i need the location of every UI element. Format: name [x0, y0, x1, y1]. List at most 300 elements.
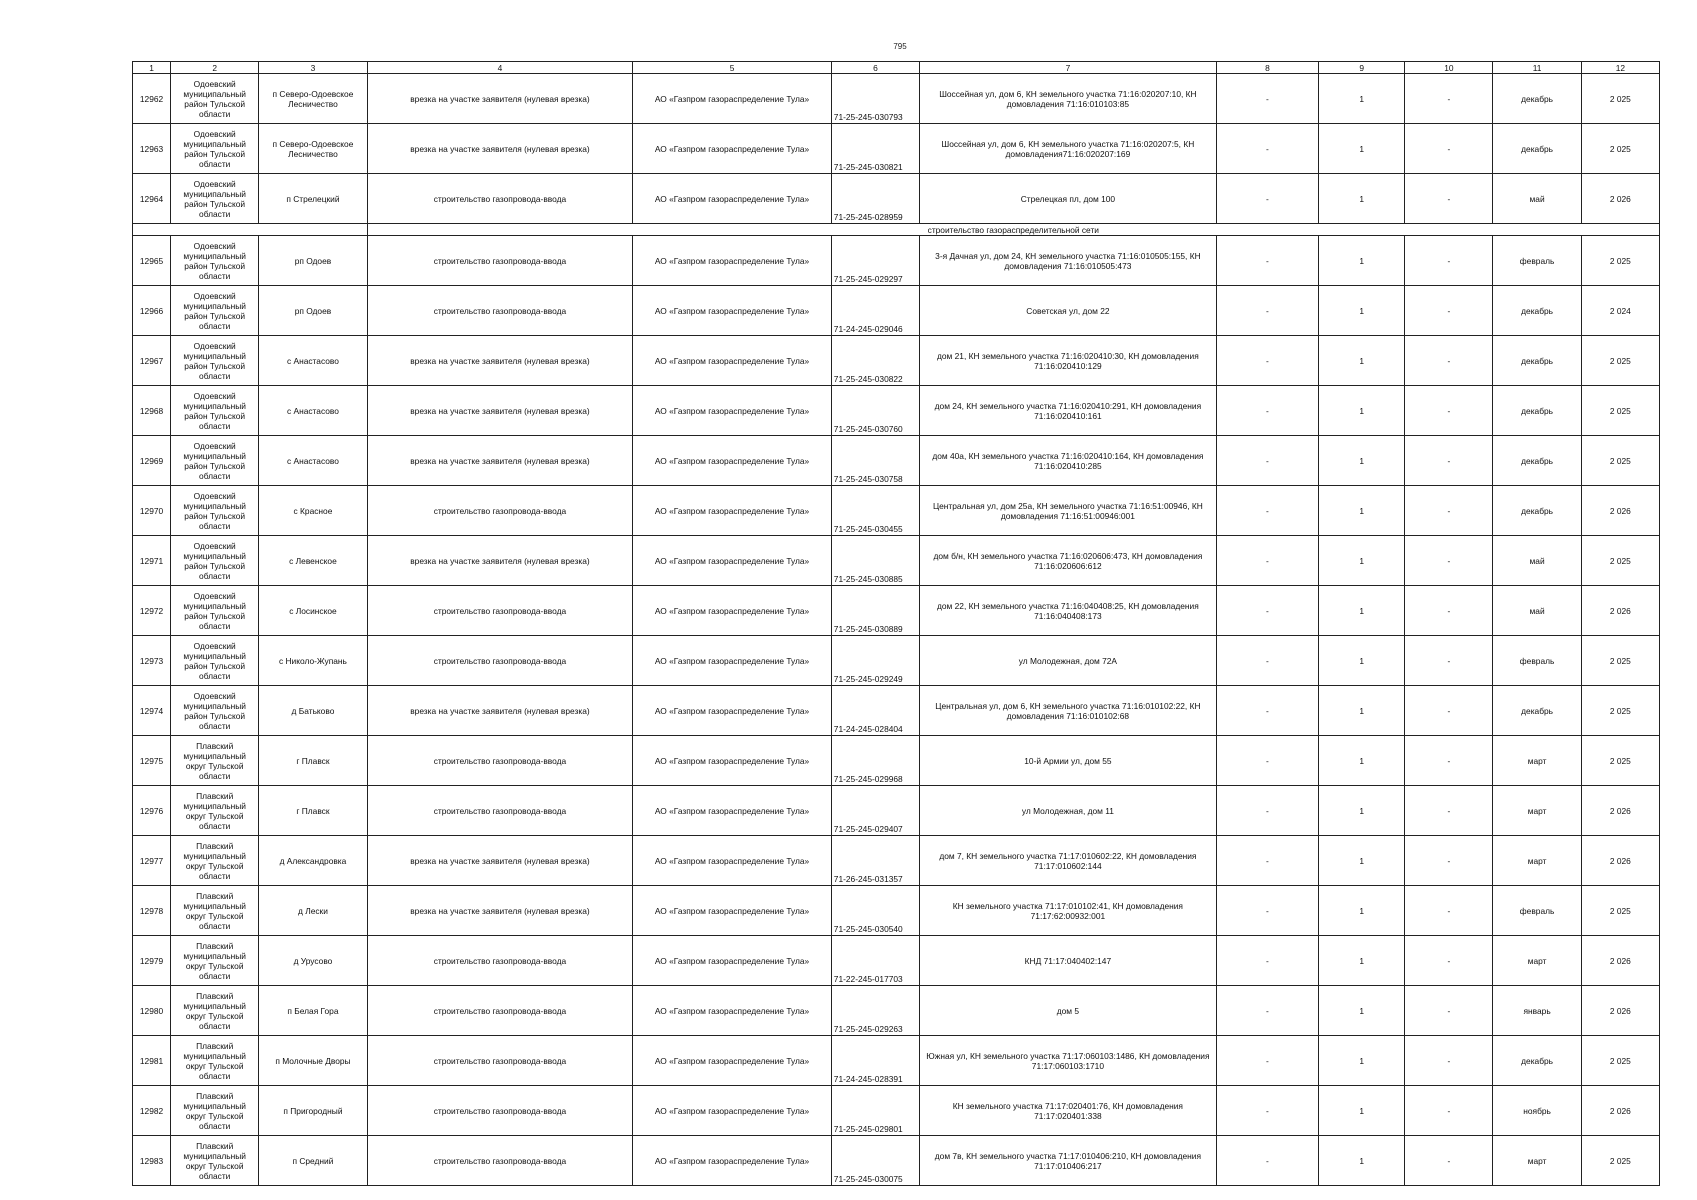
quantity-cell: 1 — [1319, 536, 1405, 586]
month-cell: декабрь — [1493, 74, 1581, 124]
col10-cell: - — [1405, 936, 1493, 986]
work-type-cell: строительство газопровода-ввода — [367, 286, 633, 336]
cadastral-number-cell: 71-25-245-030889 — [831, 586, 919, 636]
organization-cell: АО «Газпром газораспределение Тула» — [633, 386, 832, 436]
month-cell: декабрь — [1493, 124, 1581, 174]
organization-cell: АО «Газпром газораспределение Тула» — [633, 886, 832, 936]
work-type-cell: врезка на участке заявителя (нулевая врезка) — [367, 336, 633, 386]
col8-cell: - — [1216, 386, 1318, 436]
address-cell: дом 21, КН земельного участка 71:16:020410:30, КН домовладения 71:16:020410:129 — [920, 336, 1217, 386]
column-number-row — [133, 62, 1660, 74]
col10-cell: - — [1405, 986, 1493, 1036]
column-header: 5 — [633, 62, 832, 74]
row-number-cell: 12965 — [133, 236, 171, 286]
quantity-cell: 1 — [1319, 836, 1405, 886]
month-cell: ноябрь — [1493, 1086, 1581, 1136]
row-number-cell: 12967 — [133, 336, 171, 386]
cadastral-number-cell: 71-25-245-029297 — [831, 236, 919, 286]
table-row — [133, 386, 1660, 436]
table-row — [133, 286, 1660, 336]
col10-cell: - — [1405, 586, 1493, 636]
year-cell: 2 026 — [1581, 786, 1659, 836]
quantity-cell: 1 — [1319, 174, 1405, 224]
row-number-cell: 12980 — [133, 986, 171, 1036]
quantity-cell: 1 — [1319, 586, 1405, 636]
district-cell: Одоевский муниципальный район Тульской области — [171, 586, 259, 636]
cadastral-number-cell: 71-25-245-029801 — [831, 1086, 919, 1136]
organization-cell: АО «Газпром газораспределение Тула» — [633, 936, 832, 986]
address-cell: КН земельного участка 71:17:010102:41, КН домовладения 71:17:62:00932:001 — [920, 886, 1217, 936]
table-row — [133, 886, 1660, 936]
quantity-cell: 1 — [1319, 686, 1405, 736]
locality-cell: п Северо-Одоевское Лесничество — [259, 124, 367, 174]
row-number-cell: 12977 — [133, 836, 171, 886]
locality-cell: с Анастасово — [259, 436, 367, 486]
col10-cell: - — [1405, 386, 1493, 436]
col8-cell: - — [1216, 74, 1318, 124]
quantity-cell: 1 — [1319, 236, 1405, 286]
quantity-cell: 1 — [1319, 786, 1405, 836]
locality-cell: п Молочные Дворы — [259, 1036, 367, 1086]
district-cell: Плавский муниципальный округ Тульской области — [171, 936, 259, 986]
address-cell: Стрелецкая пл, дом 100 — [920, 174, 1217, 224]
organization-cell: АО «Газпром газораспределение Тула» — [633, 986, 832, 1036]
quantity-cell: 1 — [1319, 1086, 1405, 1136]
year-cell: 2 025 — [1581, 636, 1659, 686]
work-type-cell: строительство газопровода-ввода — [367, 986, 633, 1036]
address-cell: КНД 71:17:040402:147 — [920, 936, 1217, 986]
address-cell: Центральная ул, дом 25а, КН земельного участка 71:16:51:00946, КН домовладения 71:16:51:00946:001 — [920, 486, 1217, 536]
work-type-cell: строительство газопровода-ввода — [367, 1036, 633, 1086]
section-title: строительство газораспределительной сети — [367, 224, 1659, 236]
col10-cell: - — [1405, 436, 1493, 486]
address-cell: дом 7, КН земельного участка 71:17:010602:22, КН домовладения 71:17:010602:144 — [920, 836, 1217, 886]
address-cell: дом 40а, КН земельного участка 71:16:020410:164, КН домовладения 71:16:020410:285 — [920, 436, 1217, 486]
district-cell: Плавский муниципальный округ Тульской области — [171, 736, 259, 786]
section-spacer — [133, 224, 368, 236]
column-header: 11 — [1493, 62, 1581, 74]
col8-cell: - — [1216, 486, 1318, 536]
col10-cell: - — [1405, 636, 1493, 686]
organization-cell: АО «Газпром газораспределение Тула» — [633, 636, 832, 686]
work-type-cell: строительство газопровода-ввода — [367, 736, 633, 786]
cadastral-number-cell: 71-25-245-030821 — [831, 124, 919, 174]
work-type-cell: врезка на участке заявителя (нулевая врезка) — [367, 536, 633, 586]
organization-cell: АО «Газпром газораспределение Тула» — [633, 336, 832, 386]
column-header: 7 — [920, 62, 1217, 74]
row-number-cell: 12971 — [133, 536, 171, 586]
year-cell: 2 025 — [1581, 436, 1659, 486]
quantity-cell: 1 — [1319, 1036, 1405, 1086]
column-header: 6 — [831, 62, 919, 74]
row-number-cell: 12975 — [133, 736, 171, 786]
month-cell: май — [1493, 174, 1581, 224]
district-cell: Одоевский муниципальный район Тульской области — [171, 636, 259, 686]
address-cell: ул Молодежная, дом 72А — [920, 636, 1217, 686]
district-cell: Одоевский муниципальный район Тульской области — [171, 286, 259, 336]
month-cell: март — [1493, 836, 1581, 886]
col10-cell: - — [1405, 236, 1493, 286]
col10-cell: - — [1405, 336, 1493, 386]
table-body — [133, 62, 1660, 1186]
col10-cell: - — [1405, 486, 1493, 536]
month-cell: февраль — [1493, 636, 1581, 686]
cadastral-number-cell: 71-25-245-030822 — [831, 336, 919, 386]
district-cell: Одоевский муниципальный район Тульской области — [171, 386, 259, 436]
row-number-cell: 12963 — [133, 124, 171, 174]
address-cell: Шоссейная ул, дом 6, КН земельного участка 71:16:020207:10, КН домовладения 71:16:010103:85 — [920, 74, 1217, 124]
district-cell: Одоевский муниципальный район Тульской области — [171, 486, 259, 536]
cadastral-number-cell: 71-25-245-030075 — [831, 1136, 919, 1186]
col8-cell: - — [1216, 936, 1318, 986]
organization-cell: АО «Газпром газораспределение Тула» — [633, 236, 832, 286]
quantity-cell: 1 — [1319, 1136, 1405, 1186]
year-cell: 2 026 — [1581, 174, 1659, 224]
year-cell: 2 025 — [1581, 336, 1659, 386]
organization-cell: АО «Газпром газораспределение Тула» — [633, 286, 832, 336]
district-cell: Плавский муниципальный округ Тульской области — [171, 986, 259, 1036]
row-number-cell: 12974 — [133, 686, 171, 736]
quantity-cell: 1 — [1319, 386, 1405, 436]
table-row — [133, 586, 1660, 636]
column-header: 4 — [367, 62, 633, 74]
cadastral-number-cell: 71-25-245-028959 — [831, 174, 919, 224]
col10-cell: - — [1405, 124, 1493, 174]
organization-cell: АО «Газпром газораспределение Тула» — [633, 436, 832, 486]
table-row — [133, 736, 1660, 786]
cadastral-number-cell: 71-25-245-030540 — [831, 886, 919, 936]
district-cell: Плавский муниципальный округ Тульской области — [171, 886, 259, 936]
col10-cell: - — [1405, 786, 1493, 836]
gasification-table — [132, 61, 1660, 1186]
district-cell: Одоевский муниципальный район Тульской области — [171, 536, 259, 586]
col8-cell: - — [1216, 886, 1318, 936]
year-cell: 2 026 — [1581, 986, 1659, 1036]
work-type-cell: врезка на участке заявителя (нулевая врезка) — [367, 74, 633, 124]
organization-cell: АО «Газпром газораспределение Тула» — [633, 736, 832, 786]
cadastral-number-cell: 71-25-245-029263 — [831, 986, 919, 1036]
cadastral-number-cell: 71-24-245-028404 — [831, 686, 919, 736]
row-number-cell: 12970 — [133, 486, 171, 536]
quantity-cell: 1 — [1319, 736, 1405, 786]
cadastral-number-cell: 71-25-245-030760 — [831, 386, 919, 436]
month-cell: декабрь — [1493, 436, 1581, 486]
locality-cell: с Николо-Жупань — [259, 636, 367, 686]
district-cell: Одоевский муниципальный район Тульской области — [171, 124, 259, 174]
work-type-cell: врезка на участке заявителя (нулевая врезка) — [367, 436, 633, 486]
address-cell: Южная ул, КН земельного участка 71:17:060103:1486, КН домовладения 71:17:060103:1710 — [920, 1036, 1217, 1086]
year-cell: 2 026 — [1581, 1086, 1659, 1136]
table-row — [133, 236, 1660, 286]
organization-cell: АО «Газпром газораспределение Тула» — [633, 1036, 832, 1086]
col8-cell: - — [1216, 836, 1318, 886]
work-type-cell: врезка на участке заявителя (нулевая врезка) — [367, 686, 633, 736]
year-cell: 2 024 — [1581, 286, 1659, 336]
row-number-cell: 12983 — [133, 1136, 171, 1186]
work-type-cell: врезка на участке заявителя (нулевая врезка) — [367, 386, 633, 436]
organization-cell: АО «Газпром газораспределение Тула» — [633, 1086, 832, 1136]
table-row — [133, 436, 1660, 486]
organization-cell: АО «Газпром газораспределение Тула» — [633, 124, 832, 174]
month-cell: декабрь — [1493, 486, 1581, 536]
quantity-cell: 1 — [1319, 124, 1405, 174]
address-cell: Шоссейная ул, дом 6, КН земельного участка 71:16:020207:5, КН домовладения71:16:020207:169 — [920, 124, 1217, 174]
district-cell: Плавский муниципальный округ Тульской области — [171, 1136, 259, 1186]
cadastral-number-cell: 71-25-245-030758 — [831, 436, 919, 486]
table-row — [133, 336, 1660, 386]
table-row — [133, 174, 1660, 224]
cadastral-number-cell: 71-24-245-028391 — [831, 1036, 919, 1086]
month-cell: декабрь — [1493, 686, 1581, 736]
month-cell: декабрь — [1493, 1036, 1581, 1086]
district-cell: Плавский муниципальный округ Тульской области — [171, 836, 259, 886]
row-number-cell: 12979 — [133, 936, 171, 986]
cadastral-number-cell: 71-25-245-030455 — [831, 486, 919, 536]
column-header: 9 — [1319, 62, 1405, 74]
quantity-cell: 1 — [1319, 936, 1405, 986]
organization-cell: АО «Газпром газораспределение Тула» — [633, 686, 832, 736]
col10-cell: - — [1405, 74, 1493, 124]
organization-cell: АО «Газпром газораспределение Тула» — [633, 586, 832, 636]
district-cell: Одоевский муниципальный район Тульской области — [171, 74, 259, 124]
year-cell: 2 026 — [1581, 586, 1659, 636]
address-cell: Центральная ул, дом 6, КН земельного участка 71:16:010102:22, КН домовладения 71:16:010102:68 — [920, 686, 1217, 736]
year-cell: 2 025 — [1581, 236, 1659, 286]
year-cell: 2 025 — [1581, 536, 1659, 586]
address-cell: 3-я Дачная ул, дом 24, КН земельного участка 71:16:010505:155, КН домовладения 71:16:010505:473 — [920, 236, 1217, 286]
organization-cell: АО «Газпром газораспределение Тула» — [633, 536, 832, 586]
row-number-cell: 12978 — [133, 886, 171, 936]
locality-cell: п Пригородный — [259, 1086, 367, 1136]
section-row — [133, 224, 1660, 236]
organization-cell: АО «Газпром газораспределение Тула» — [633, 786, 832, 836]
work-type-cell: строительство газопровода-ввода — [367, 1136, 633, 1186]
column-header: 12 — [1581, 62, 1659, 74]
locality-cell: д Лески — [259, 886, 367, 936]
locality-cell: п Белая Гора — [259, 986, 367, 1036]
month-cell: декабрь — [1493, 386, 1581, 436]
col8-cell: - — [1216, 436, 1318, 486]
work-type-cell: строительство газопровода-ввода — [367, 636, 633, 686]
col8-cell: - — [1216, 686, 1318, 736]
year-cell: 2 025 — [1581, 1136, 1659, 1186]
work-type-cell: врезка на участке заявителя (нулевая врезка) — [367, 886, 633, 936]
quantity-cell: 1 — [1319, 886, 1405, 936]
locality-cell: г Плавск — [259, 736, 367, 786]
address-cell: дом 5 — [920, 986, 1217, 1036]
year-cell: 2 025 — [1581, 124, 1659, 174]
col10-cell: - — [1405, 1136, 1493, 1186]
month-cell: май — [1493, 536, 1581, 586]
cadastral-number-cell: 71-22-245-017703 — [831, 936, 919, 986]
row-number-cell: 12976 — [133, 786, 171, 836]
locality-cell: с Лосинское — [259, 586, 367, 636]
work-type-cell: строительство газопровода-ввода — [367, 936, 633, 986]
row-number-cell: 12968 — [133, 386, 171, 436]
month-cell: март — [1493, 1136, 1581, 1186]
organization-cell: АО «Газпром газораспределение Тула» — [633, 486, 832, 536]
row-number-cell: 12966 — [133, 286, 171, 336]
col8-cell: - — [1216, 786, 1318, 836]
column-header: 3 — [259, 62, 367, 74]
district-cell: Одоевский муниципальный район Тульской области — [171, 336, 259, 386]
organization-cell: АО «Газпром газораспределение Тула» — [633, 1136, 832, 1186]
work-type-cell: строительство газопровода-ввода — [367, 236, 633, 286]
locality-cell: п Стрелецкий — [259, 174, 367, 224]
locality-cell: п Северо-Одоевское Лесничество — [259, 74, 367, 124]
col8-cell: - — [1216, 586, 1318, 636]
quantity-cell: 1 — [1319, 486, 1405, 536]
quantity-cell: 1 — [1319, 286, 1405, 336]
address-cell: дом 7в, КН земельного участка 71:17:010406:210, КН домовладения 71:17:010406:217 — [920, 1136, 1217, 1186]
col10-cell: - — [1405, 536, 1493, 586]
col8-cell: - — [1216, 286, 1318, 336]
table-row — [133, 936, 1660, 986]
year-cell: 2 026 — [1581, 836, 1659, 886]
row-number-cell: 12981 — [133, 1036, 171, 1086]
address-cell: 10-й Армии ул, дом 55 — [920, 736, 1217, 786]
month-cell: май — [1493, 586, 1581, 636]
column-header: 1 — [133, 62, 171, 74]
organization-cell: АО «Газпром газораспределение Тула» — [633, 836, 832, 886]
district-cell: Одоевский муниципальный район Тульской области — [171, 436, 259, 486]
table-row — [133, 1036, 1660, 1086]
locality-cell: с Левенское — [259, 536, 367, 586]
district-cell: Одоевский муниципальный район Тульской области — [171, 686, 259, 736]
quantity-cell: 1 — [1319, 636, 1405, 686]
col8-cell: - — [1216, 1086, 1318, 1136]
col10-cell: - — [1405, 174, 1493, 224]
col8-cell: - — [1216, 174, 1318, 224]
work-type-cell: врезка на участке заявителя (нулевая врезка) — [367, 836, 633, 886]
row-number-cell: 12969 — [133, 436, 171, 486]
year-cell: 2 025 — [1581, 886, 1659, 936]
locality-cell: п Средний — [259, 1136, 367, 1186]
col10-cell: - — [1405, 886, 1493, 936]
col8-cell: - — [1216, 636, 1318, 686]
col8-cell: - — [1216, 336, 1318, 386]
address-cell: дом 24, КН земельного участка 71:16:020410:291, КН домовладения 71:16:020410:161 — [920, 386, 1217, 436]
address-cell: КН земельного участка 71:17:020401:76, КН домовладения 71:17:020401:338 — [920, 1086, 1217, 1136]
district-cell: Одоевский муниципальный район Тульской области — [171, 174, 259, 224]
col8-cell: - — [1216, 124, 1318, 174]
col10-cell: - — [1405, 686, 1493, 736]
quantity-cell: 1 — [1319, 436, 1405, 486]
address-cell: дом 22, КН земельного участка 71:16:040408:25, КН домовладения 71:16:040408:173 — [920, 586, 1217, 636]
month-cell: декабрь — [1493, 336, 1581, 386]
col8-cell: - — [1216, 736, 1318, 786]
cadastral-number-cell: 71-25-245-030885 — [831, 536, 919, 586]
col8-cell: - — [1216, 236, 1318, 286]
locality-cell: д Батьково — [259, 686, 367, 736]
col8-cell: - — [1216, 1036, 1318, 1086]
col10-cell: - — [1405, 1036, 1493, 1086]
district-cell: Одоевский муниципальный район Тульской области — [171, 236, 259, 286]
work-type-cell: строительство газопровода-ввода — [367, 786, 633, 836]
table-row — [133, 836, 1660, 886]
month-cell: февраль — [1493, 886, 1581, 936]
year-cell: 2 026 — [1581, 936, 1659, 986]
row-number-cell: 12962 — [133, 74, 171, 124]
cadastral-number-cell: 71-24-245-029046 — [831, 286, 919, 336]
locality-cell: г Плавск — [259, 786, 367, 836]
organization-cell: АО «Газпром газораспределение Тула» — [633, 74, 832, 124]
table-row — [133, 1086, 1660, 1136]
locality-cell: д Урусово — [259, 936, 367, 986]
table-row — [133, 1136, 1660, 1186]
table-row — [133, 74, 1660, 124]
work-type-cell: врезка на участке заявителя (нулевая врезка) — [367, 124, 633, 174]
row-number-cell: 12972 — [133, 586, 171, 636]
year-cell: 2 025 — [1581, 1036, 1659, 1086]
address-cell: ул Молодежная, дом 11 — [920, 786, 1217, 836]
district-cell: Плавский муниципальный округ Тульской области — [171, 786, 259, 836]
locality-cell: с Анастасово — [259, 336, 367, 386]
table-row — [133, 536, 1660, 586]
locality-cell: рп Одоев — [259, 286, 367, 336]
cadastral-number-cell: 71-26-245-031357 — [831, 836, 919, 886]
row-number-cell: 12964 — [133, 174, 171, 224]
table-row — [133, 686, 1660, 736]
page-number: 795 — [893, 42, 907, 51]
column-header: 8 — [1216, 62, 1318, 74]
col10-cell: - — [1405, 286, 1493, 336]
cadastral-number-cell: 71-25-245-029249 — [831, 636, 919, 686]
row-number-cell: 12973 — [133, 636, 171, 686]
col8-cell: - — [1216, 1136, 1318, 1186]
cadastral-number-cell: 71-25-245-029407 — [831, 786, 919, 836]
month-cell: март — [1493, 786, 1581, 836]
district-cell: Плавский муниципальный округ Тульской области — [171, 1036, 259, 1086]
col10-cell: - — [1405, 736, 1493, 786]
col10-cell: - — [1405, 836, 1493, 886]
table-row — [133, 124, 1660, 174]
quantity-cell: 1 — [1319, 986, 1405, 1036]
work-type-cell: строительство газопровода-ввода — [367, 586, 633, 636]
work-type-cell: строительство газопровода-ввода — [367, 1086, 633, 1136]
col8-cell: - — [1216, 986, 1318, 1036]
cadastral-number-cell: 71-25-245-029968 — [831, 736, 919, 786]
table-row — [133, 486, 1660, 536]
row-number-cell: 12982 — [133, 1086, 171, 1136]
table-row — [133, 636, 1660, 686]
column-header: 10 — [1405, 62, 1493, 74]
district-cell: Плавский муниципальный округ Тульской области — [171, 1086, 259, 1136]
cadastral-number-cell: 71-25-245-030793 — [831, 74, 919, 124]
table-row — [133, 786, 1660, 836]
month-cell: март — [1493, 936, 1581, 986]
address-cell: дом б/н, КН земельного участка 71:16:020606:473, КН домовладения 71:16:020606:612 — [920, 536, 1217, 586]
year-cell: 2 025 — [1581, 686, 1659, 736]
month-cell: март — [1493, 736, 1581, 786]
year-cell: 2 025 — [1581, 386, 1659, 436]
col8-cell: - — [1216, 536, 1318, 586]
quantity-cell: 1 — [1319, 74, 1405, 124]
quantity-cell: 1 — [1319, 336, 1405, 386]
locality-cell: рп Одоев — [259, 236, 367, 286]
col10-cell: - — [1405, 1086, 1493, 1136]
locality-cell: д Александровка — [259, 836, 367, 886]
work-type-cell: строительство газопровода-ввода — [367, 174, 633, 224]
year-cell: 2 025 — [1581, 736, 1659, 786]
work-type-cell: строительство газопровода-ввода — [367, 486, 633, 536]
table-row — [133, 986, 1660, 1036]
column-header: 2 — [171, 62, 259, 74]
year-cell: 2 026 — [1581, 486, 1659, 536]
locality-cell: с Красное — [259, 486, 367, 536]
organization-cell: АО «Газпром газораспределение Тула» — [633, 174, 832, 224]
month-cell: декабрь — [1493, 286, 1581, 336]
